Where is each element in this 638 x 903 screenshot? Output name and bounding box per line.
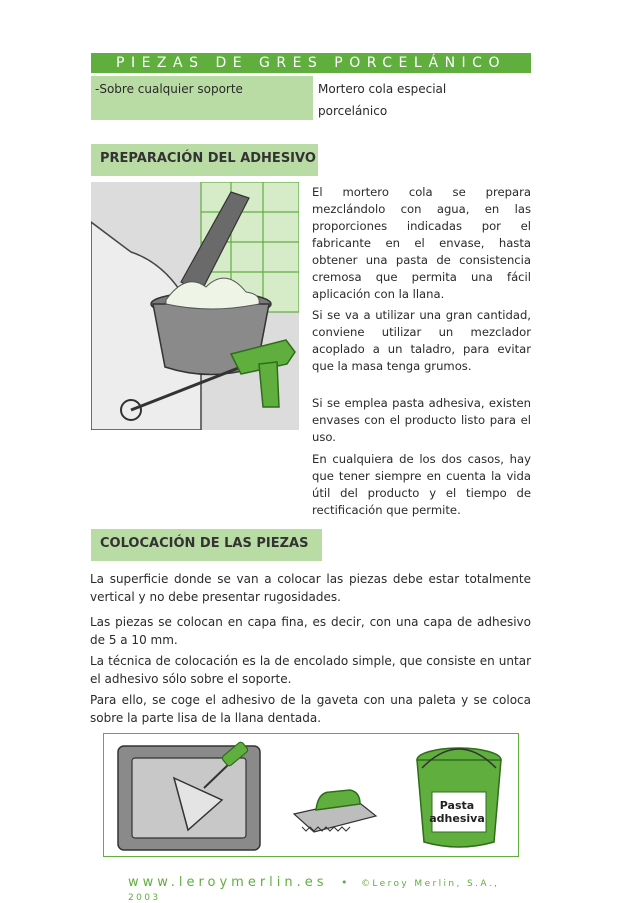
page-title: PIEZAS DE GRES PORCELÁNICO — [91, 53, 531, 73]
placement-paragraph-3: La técnica de colocación es la de encolado simple, que consiste en untar el adhesivo sólo sobre el soporte. — [90, 654, 531, 686]
footer-separator: • — [341, 876, 348, 889]
section-heading-preparation: PREPARACIÓN DEL ADHESIVO — [91, 144, 318, 176]
placement-paragraph-4: Para ello, se coge el adhesivo de la gaveta con una paleta y se coloca sobre la parte lisa de la llana dentada. — [90, 693, 531, 725]
section-heading-placement: COLOCACIÓN DE LAS PIEZAS — [91, 529, 322, 561]
tools-drawing — [104, 734, 518, 856]
preparation-paragraph-1: El mortero cola se prepara mezclándolo con agua, en las proporciones indicadas por el fabricante en el envase, hasta obtener una pasta de consistencia cremosa que permita una fácil aplicación con la llana. — [312, 185, 531, 301]
preparation-paragraph-4: En cualquiera de los dos casos, hay que tener siempre en cuenta la vida útil del producto y el tiempo de rectificación que permite. — [312, 452, 531, 517]
footer-url[interactable]: www.leroymerlin.es — [128, 875, 328, 890]
tools-illustration — [103, 733, 519, 857]
bucket-label — [429, 799, 485, 825]
placement-paragraph-2: Las piezas se colocan en capa fina, es decir, con una capa de adhesivo de 5 a 10 mm. — [90, 615, 531, 647]
support-condition: -Sobre cualquier soporte — [91, 76, 313, 120]
placement-paragraph-1: La superficie donde se van a colocar las piezas debe estar totalmente vertical y no debe presentar rugosidades. — [90, 572, 531, 604]
bucket-label-line1: Pasta — [439, 799, 475, 812]
preparation-paragraph-3: Si se emplea pasta adhesiva, existen envases con el producto listo para el uso. — [312, 396, 531, 444]
mixing-illustration — [91, 182, 299, 430]
mortar-type-line2: porcelánico — [318, 104, 388, 118]
footer-copyright: ©Leroy Merlin, S.A., 2003 — [128, 879, 500, 903]
mortar-type-line1: Mortero cola especial — [318, 82, 447, 96]
footer — [128, 875, 528, 903]
bucket-label-line2: adhesiva — [429, 812, 485, 825]
preparation-paragraph-2: Si se va a utilizar una gran cantidad, conviene utilizar un mezclador acoplado a un taladro, para evitar que la masa tenga grumos. — [312, 308, 531, 373]
mortar-type — [318, 78, 508, 122]
